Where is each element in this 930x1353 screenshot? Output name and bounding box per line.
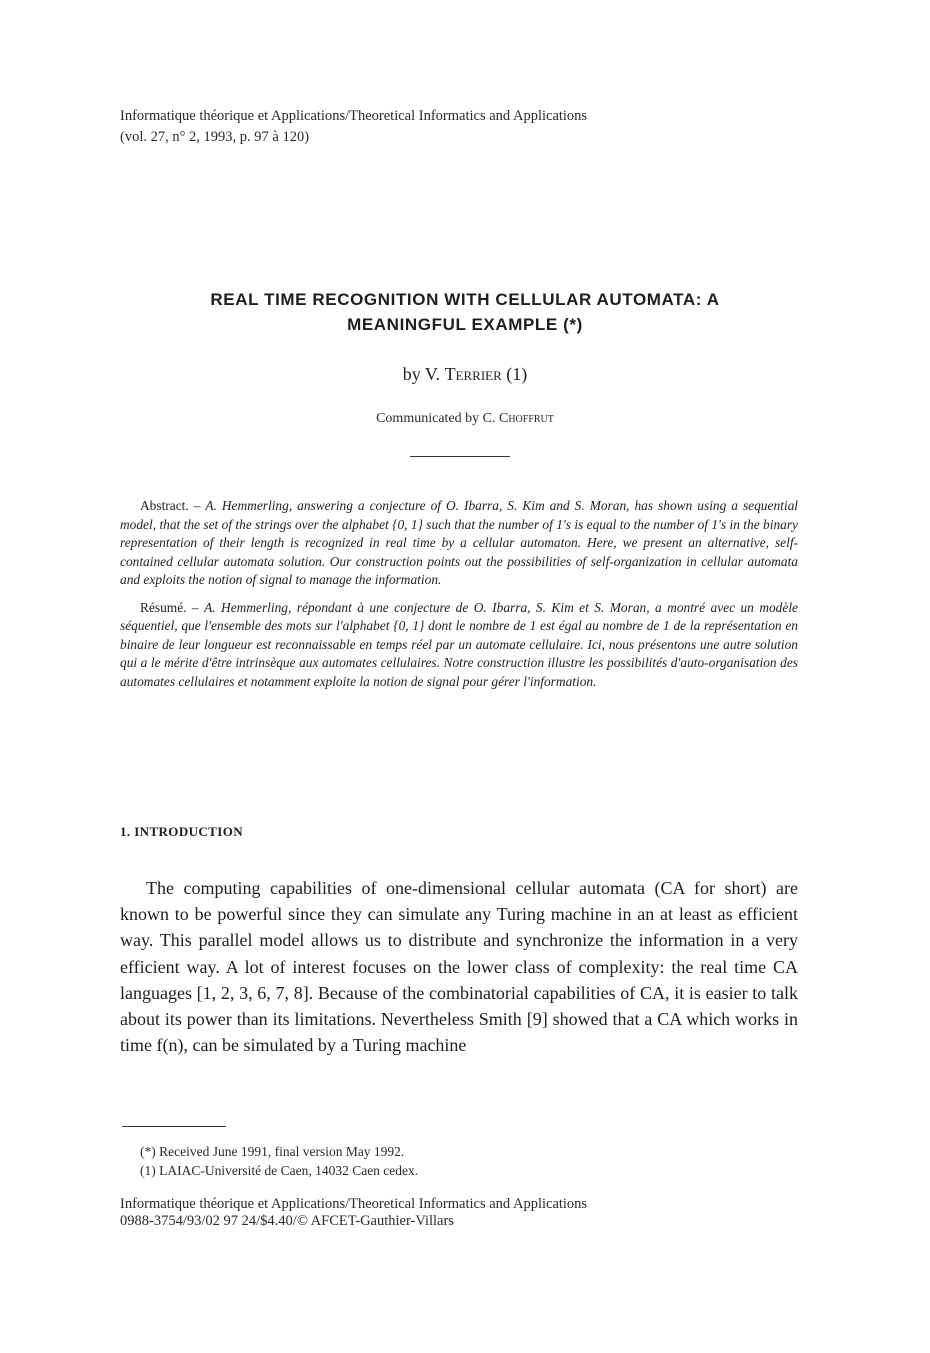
intro-paragraph: The computing capabilities of one-dimensional cellular automata (CA for short) are known to be powerful since they can simulate any Turing machine in an at least as efficient way. This parallel model allows us to distribute and synchronize the information in a very efficient way. A lot of interest focuses on the lower class of complexity: the real time CA languages [1, 2, 3, 6, 7, 8]. Because of the combinatorial capabilities of CA, it is easier to talk about its power than its limitations. Nevertheless Smith [9] showed that a CA which works in time f(n), can be simulated by a Turing machine — [120, 878, 798, 1056]
abstract-text: A. Hemmerling, answering a conjecture of O. Ibarra, S. Kim and S. Moran, has shown using a sequential model, that the set of the strings over the alphabet {0, 1} such that the number of 1's is equal to the number of 1's in the binary representation of their length is recognized in real time by a cellular automaton. Here, we present an alternative, self-contained cellular automata solution. Our construction points out the possibilities of self-organization in cellular automata and exploits the notion of signal to manage the information. — [120, 498, 798, 587]
paper-title — [120, 287, 810, 337]
communicator-name: Choffrut — [498, 411, 554, 426]
section-heading: 1. INTRODUCTION — [120, 824, 244, 839]
footnotes — [140, 1143, 418, 1180]
author-line — [120, 364, 810, 385]
journal-name: Informatique théorique et Applications/Theoretical Informatics and Applications — [120, 108, 588, 124]
communicated-by — [120, 411, 810, 427]
title-line-1: REAL TIME RECOGNITION WITH CELLULAR AUTOMATA: A — [210, 290, 720, 309]
author-prefix: by V. — [402, 364, 445, 384]
title-line-2: MEANINGFUL EXAMPLE (*) — [347, 315, 583, 334]
abstract-label: Abstract. – — [140, 498, 206, 513]
footnote-received: (*) Received June 1991, final version May 1992. — [140, 1144, 405, 1159]
footnote-divider — [122, 1126, 226, 1127]
journal-volume: (vol. 27, n° 2, 1993, p. 97 à 120) — [120, 129, 310, 145]
author-name: Terrier — [444, 364, 502, 384]
footnote-affiliation: (1) LAIAC-Université de Caen, 14032 Caen cedex. — [140, 1162, 419, 1178]
title-divider — [410, 456, 510, 457]
abstract-block — [120, 497, 798, 691]
resume-label: Résumé. – — [140, 599, 205, 615]
communicated-prefix: Communicated by C. — [376, 411, 499, 426]
journal-header — [120, 106, 587, 148]
author-footnote-mark: (1) — [501, 364, 528, 384]
abstract-english — [120, 497, 798, 590]
page-footer — [120, 1196, 587, 1230]
resume-text: A. Hemmerling, répondant à une conjecture de O. Ibarra, S. Kim et S. Moran, a montré avec un modèle séquentiel, que l'ensemble des mots sur l'alphabet {0, 1} dont le nombre de 1 est égal au nombre de 1 de la représentation en binaire de leur longueur est reconnaissable en temps réel par un automate cellulaire. Ici, nous présentons une autre solution qui a le mérite d'être intrinsèque aux automates cellulaires. Notre construction illustre les possibilités d'auto-organisation des automates cellulaires et notamment exploite la notion de signal pour gérer l'information. — [120, 599, 798, 689]
introduction-body — [120, 875, 798, 1058]
footer-journal: Informatique théorique et Applications/Theoretical Informatics and Applications — [120, 1196, 588, 1212]
abstract-french — [120, 599, 798, 692]
footer-copyright: 0988-3754/93/02 97 24/$4.40/© AFCET-Gauthier-Villars — [120, 1213, 454, 1229]
